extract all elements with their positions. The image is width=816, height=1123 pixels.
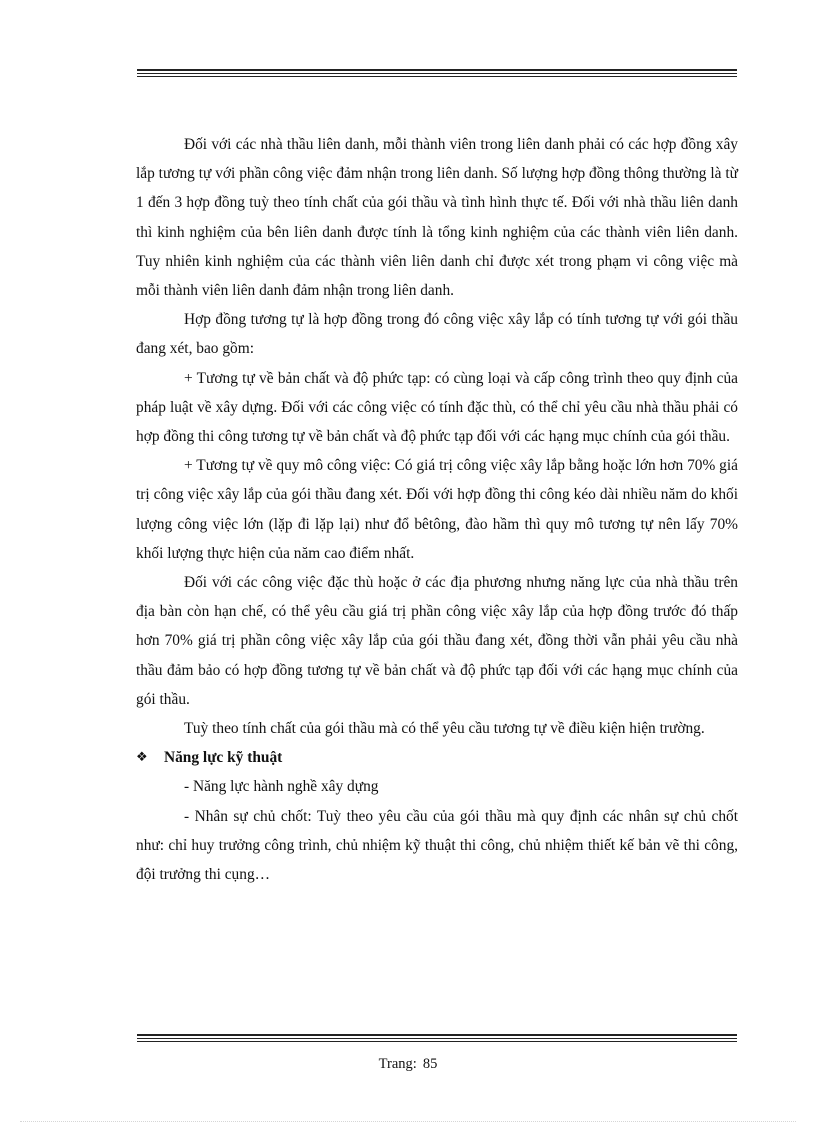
paragraph-special-works: Đối với các công việc đặc thù hoặc ở các địa phương nhưng năng lực của nhà thầu trên địa bàn còn hạn chế, có thể yêu cầu giá trị phần công việc xây lắp của hợp đồng trước đó thấp hơn 70% giá trị phần công việc xây lắp của gói thầu đang xét, đồng thời vẫn phải yêu cầu nhà thầu đảm bảo có hợp đồng tương tự về bản chất và độ phức tạp đối với các hạng mục chính của gói thầu. — [136, 574, 738, 708]
section-heading-text: Năng lực kỹ thuật — [164, 749, 283, 767]
page-label: Trang: — [378, 1056, 417, 1072]
footer-rule — [137, 1034, 737, 1042]
paragraph-nature-complexity: + Tương tự về bản chất và độ phức tạp: có cùng loại và cấp công trình theo quy định của pháp luật về xây dựng. Đối với các công việc có tính đặc thù, có thể chỉ yêu cầu nhà thầu phải có hợp đồng thi công tương tự về bản chất và độ phức tạp đối với các hạng mục chính của gói thầu. — [136, 369, 738, 446]
paragraph-similar-contract: Hợp đồng tương tự là hợp đồng trong đó công việc xây lắp có tính tương tự với gói thầu đang xét, bao gồm: — [136, 311, 738, 358]
paragraph-site-conditions: Tuỳ theo tính chất của gói thầu mà có thể yêu cầu tương tự về điều kiện hiện trường. — [184, 720, 705, 738]
diamond-bullet-icon: ❖ — [136, 750, 148, 766]
page-number: 85 — [422, 1056, 438, 1072]
page-footer — [0, 1056, 816, 1073]
list-item-construction-license: - Năng lực hành nghề xây dựng — [184, 778, 379, 796]
section-heading-technical-capacity — [136, 743, 738, 772]
list-item-key-personnel: - Nhân sự chủ chốt: Tuỳ theo yêu cầu của gói thầu mà quy định các nhân sự chủ chốt như: chỉ huy trưởng công trình, chủ nhiệm kỹ thuật thi công, chủ nhiệm thiết kế bản vẽ thi công, đội trưởng thi cụng… — [136, 807, 738, 884]
header-rule — [137, 69, 737, 77]
paragraph-joint-venture: Đối với các nhà thầu liên danh, mỗi thành viên trong liên danh phải có các hợp đồng xây lắp tương tự với phần công việc đảm nhận trong liên danh. Số lượng hợp đồng thông thường là từ 1 đến 3 hợp đồng tuỳ theo tính chất của gói thầu và tình hình thực tế. Đối với nhà thầu liên danh thì kinh nghiệm của bên liên danh được tính là tổng kinh nghiệm của các thành viên liên danh. Tuy nhiên kinh nghiệm của các thành viên liên danh chỉ được xét trong phạm vi công việc mà mỗi thành viên liên danh đảm nhận trong liên danh. — [136, 136, 738, 300]
paragraph-work-scale: + Tương tự về quy mô công việc: Có giá trị công việc xây lắp bằng hoặc lớn hơn 70% giá trị công việc xây lắp của gói thầu đang xét. Đối với hợp đồng thi công kéo dài nhiều năm do khối lượng công việc lớn (lặp đi lặp lại) như đổ bêtông, đào hầm thì quy mô tương tự nên lấy 70% khối lượng thực hiện của năm cao điểm nhất. — [136, 457, 738, 562]
page-edge-divider — [20, 1121, 796, 1122]
page-body — [136, 130, 738, 889]
